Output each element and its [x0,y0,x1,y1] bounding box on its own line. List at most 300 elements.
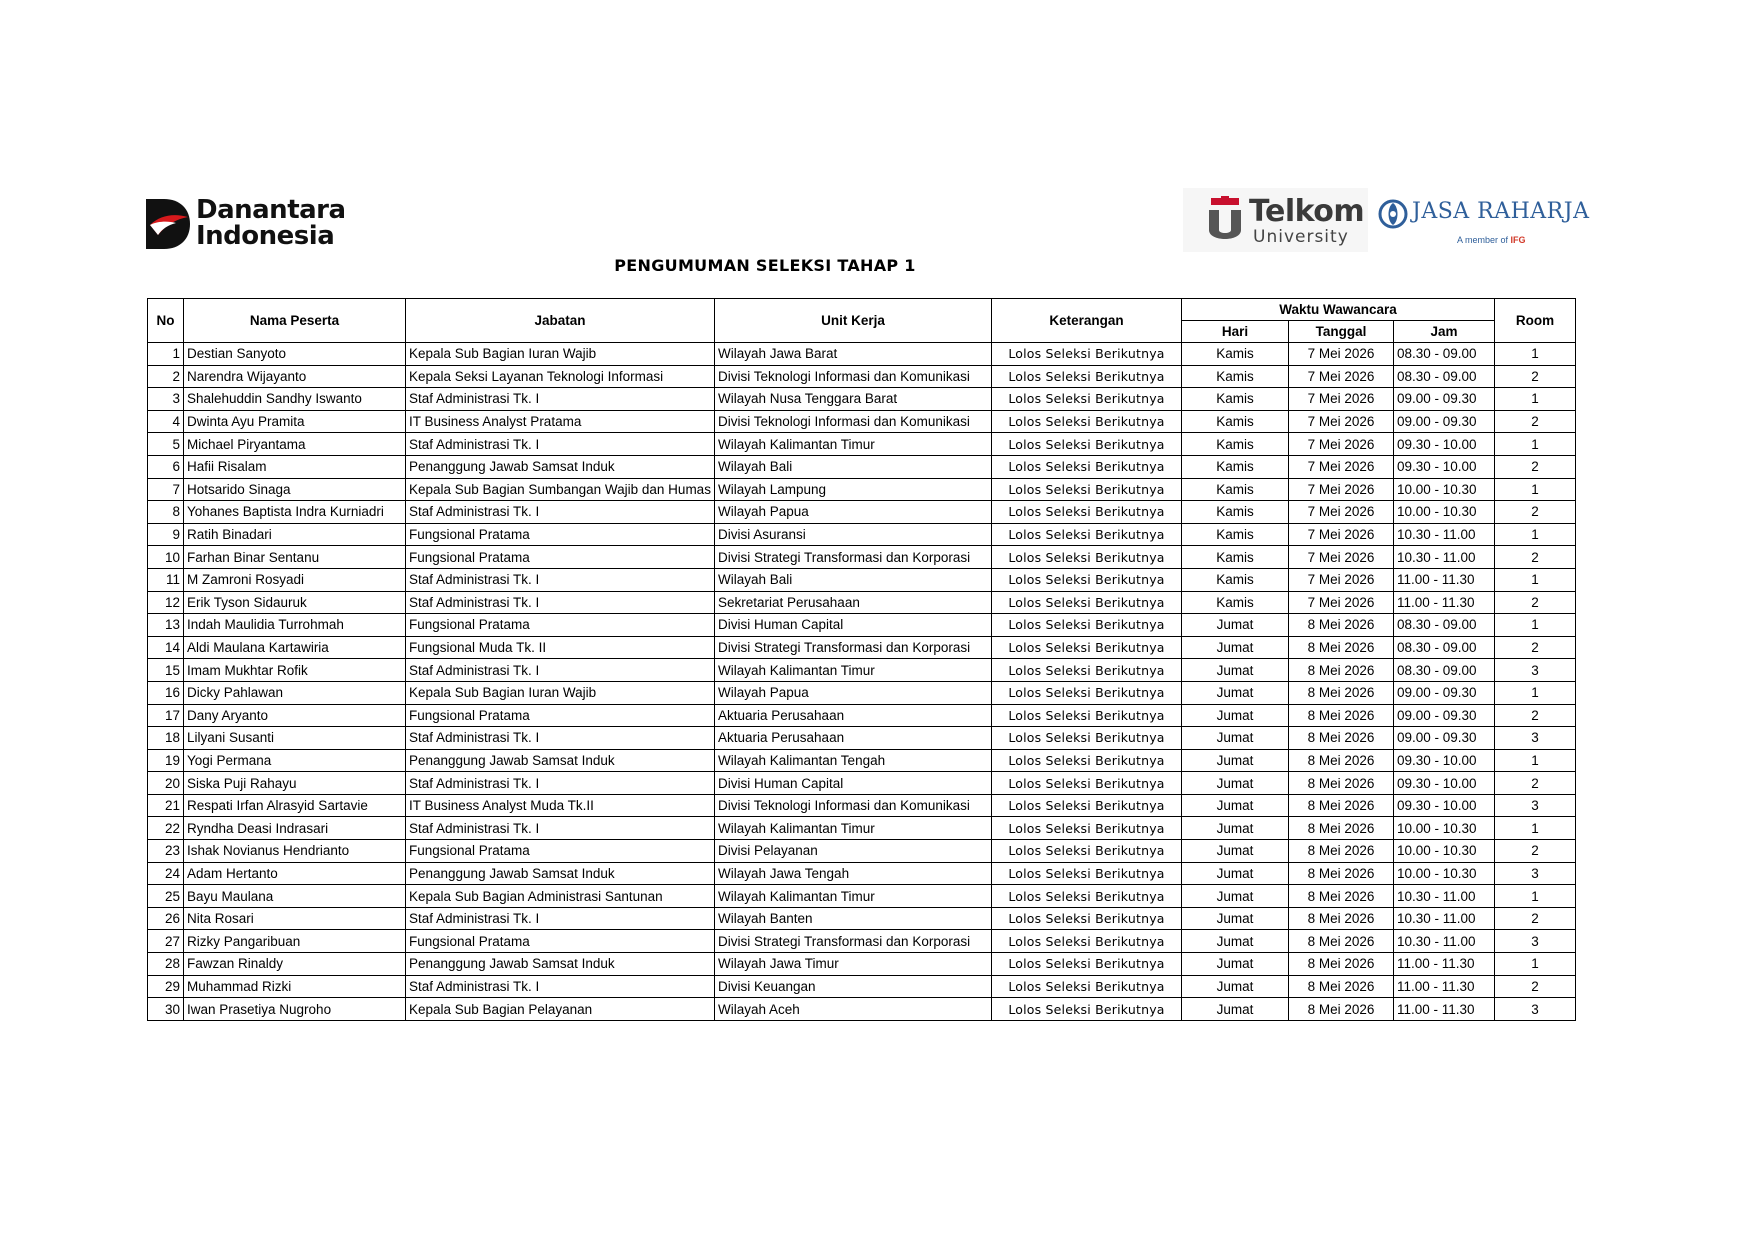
cell-jam: 09.30 - 10.00 [1394,794,1495,817]
cell-keterangan: Lolos Seleksi Berikutnya [992,794,1182,817]
header-tanggal: Tanggal [1289,321,1394,343]
jasa-raharja-logo-icon [1378,198,1408,230]
cell-room: 3 [1495,998,1576,1021]
cell-room: 2 [1495,546,1576,569]
cell-unit-kerja: Wilayah Banten [715,907,992,930]
cell-hari: Jumat [1182,681,1289,704]
cell-room: 2 [1495,636,1576,659]
table-row [148,546,1576,569]
table-row [148,433,1576,456]
cell-room: 1 [1495,478,1576,501]
table-row [148,953,1576,976]
cell-nama-peserta: Hotsarido Sinaga [184,478,406,501]
cell-hari: Jumat [1182,907,1289,930]
cell-jam: 08.30 - 09.00 [1394,659,1495,682]
cell-nama-peserta: Destian Sanyoto [184,343,406,366]
table-row [148,636,1576,659]
cell-keterangan: Lolos Seleksi Berikutnya [992,614,1182,637]
cell-no: 13 [148,614,184,637]
cell-tanggal: 7 Mei 2026 [1289,501,1394,524]
cell-no: 27 [148,930,184,953]
table-row [148,365,1576,388]
cell-nama-peserta: Adam Hertanto [184,862,406,885]
telkom-logo-sub: University [1253,227,1349,247]
cell-keterangan: Lolos Seleksi Berikutnya [992,772,1182,795]
cell-nama-peserta: Indah Maulidia Turrohmah [184,614,406,637]
cell-hari: Kamis [1182,388,1289,411]
cell-tanggal: 7 Mei 2026 [1289,388,1394,411]
cell-tanggal: 7 Mei 2026 [1289,546,1394,569]
cell-unit-kerja: Wilayah Kalimantan Timur [715,433,992,456]
cell-room: 2 [1495,772,1576,795]
cell-keterangan: Lolos Seleksi Berikutnya [992,523,1182,546]
cell-room: 2 [1495,501,1576,524]
cell-nama-peserta: Hafii Risalam [184,455,406,478]
cell-nama-peserta: Erik Tyson Sidauruk [184,591,406,614]
cell-no: 5 [148,433,184,456]
table-row [148,930,1576,953]
cell-jabatan: Staf Administrasi Tk. I [406,817,715,840]
cell-jam: 09.30 - 10.00 [1394,433,1495,456]
cell-hari: Kamis [1182,410,1289,433]
cell-keterangan: Lolos Seleksi Berikutnya [992,455,1182,478]
table-row [148,907,1576,930]
cell-keterangan: Lolos Seleksi Berikutnya [992,885,1182,908]
cell-hari: Jumat [1182,749,1289,772]
telkom-logo-icon [1207,196,1243,244]
danantara-logo-line1: Danantara [196,195,346,225]
cell-hari: Jumat [1182,930,1289,953]
cell-hari: Kamis [1182,523,1289,546]
cell-keterangan: Lolos Seleksi Berikutnya [992,388,1182,411]
cell-unit-kerja: Wilayah Jawa Tengah [715,862,992,885]
cell-room: 1 [1495,749,1576,772]
cell-hari: Kamis [1182,568,1289,591]
cell-room: 1 [1495,885,1576,908]
cell-room: 3 [1495,930,1576,953]
cell-jam: 08.30 - 09.00 [1394,614,1495,637]
cell-hari: Jumat [1182,614,1289,637]
cell-tanggal: 7 Mei 2026 [1289,343,1394,366]
cell-jabatan: Penanggung Jawab Samsat Induk [406,953,715,976]
cell-keterangan: Lolos Seleksi Berikutnya [992,953,1182,976]
cell-keterangan: Lolos Seleksi Berikutnya [992,343,1182,366]
cell-jam: 09.30 - 10.00 [1394,455,1495,478]
table-row [148,975,1576,998]
cell-jam: 08.30 - 09.00 [1394,343,1495,366]
cell-nama-peserta: Michael Piryantama [184,433,406,456]
cell-no: 24 [148,862,184,885]
cell-jam: 09.00 - 09.30 [1394,388,1495,411]
cell-jam: 10.00 - 10.30 [1394,862,1495,885]
telkom-logo-name: Telkom [1249,194,1365,229]
cell-tanggal: 8 Mei 2026 [1289,659,1394,682]
cell-unit-kerja: Wilayah Kalimantan Timur [715,817,992,840]
cell-keterangan: Lolos Seleksi Berikutnya [992,501,1182,524]
cell-unit-kerja: Divisi Strategi Transformasi dan Korporasi [715,930,992,953]
cell-keterangan: Lolos Seleksi Berikutnya [992,478,1182,501]
cell-nama-peserta: Imam Mukhtar Rofik [184,659,406,682]
cell-tanggal: 7 Mei 2026 [1289,523,1394,546]
cell-unit-kerja: Wilayah Kalimantan Timur [715,659,992,682]
cell-hari: Jumat [1182,636,1289,659]
cell-unit-kerja: Divisi Strategi Transformasi dan Korporasi [715,546,992,569]
cell-no: 26 [148,907,184,930]
cell-no: 9 [148,523,184,546]
cell-jabatan: Kepala Seksi Layanan Teknologi Informasi [406,365,715,388]
cell-no: 16 [148,681,184,704]
cell-jam: 09.00 - 09.30 [1394,704,1495,727]
danantara-logo-icon [146,199,190,249]
cell-jam: 10.00 - 10.30 [1394,501,1495,524]
cell-no: 23 [148,840,184,863]
cell-no: 25 [148,885,184,908]
cell-room: 3 [1495,794,1576,817]
header-hari: Hari [1182,321,1289,343]
cell-nama-peserta: Respati Irfan Alrasyid Sartavie [184,794,406,817]
cell-jabatan: Staf Administrasi Tk. I [406,591,715,614]
cell-unit-kerja: Wilayah Aceh [715,998,992,1021]
cell-hari: Kamis [1182,591,1289,614]
cell-tanggal: 7 Mei 2026 [1289,365,1394,388]
cell-keterangan: Lolos Seleksi Berikutnya [992,817,1182,840]
cell-tanggal: 8 Mei 2026 [1289,794,1394,817]
cell-no: 10 [148,546,184,569]
cell-nama-peserta: Ishak Novianus Hendrianto [184,840,406,863]
cell-keterangan: Lolos Seleksi Berikutnya [992,704,1182,727]
page-title: PENGUMUMAN SELEKSI TAHAP 1 [614,256,916,275]
cell-keterangan: Lolos Seleksi Berikutnya [992,546,1182,569]
cell-unit-kerja: Divisi Keuangan [715,975,992,998]
jasa-raharja-member-prefix: A member of [1457,235,1511,245]
header-waktu-wawancara: Waktu Wawancara [1182,299,1495,321]
cell-nama-peserta: Iwan Prasetiya Nugroho [184,998,406,1021]
cell-no: 29 [148,975,184,998]
cell-jam: 10.00 - 10.30 [1394,817,1495,840]
cell-hari: Jumat [1182,727,1289,750]
cell-unit-kerja: Divisi Pelayanan [715,840,992,863]
cell-jam: 10.30 - 11.00 [1394,885,1495,908]
selection-results-table [147,298,1576,1021]
cell-jabatan: Penanggung Jawab Samsat Induk [406,862,715,885]
cell-room: 1 [1495,388,1576,411]
cell-jam: 08.30 - 09.00 [1394,365,1495,388]
cell-jabatan: Fungsional Pratama [406,704,715,727]
table-row [148,659,1576,682]
cell-unit-kerja: Divisi Asuransi [715,523,992,546]
table-row [148,681,1576,704]
cell-room: 1 [1495,523,1576,546]
cell-jabatan: Staf Administrasi Tk. I [406,727,715,750]
cell-room: 3 [1495,727,1576,750]
cell-tanggal: 7 Mei 2026 [1289,478,1394,501]
cell-nama-peserta: Yogi Permana [184,749,406,772]
cell-room: 2 [1495,907,1576,930]
cell-keterangan: Lolos Seleksi Berikutnya [992,975,1182,998]
cell-no: 22 [148,817,184,840]
cell-room: 2 [1495,591,1576,614]
cell-nama-peserta: Lilyani Susanti [184,727,406,750]
cell-room: 1 [1495,343,1576,366]
cell-hari: Jumat [1182,659,1289,682]
table-row [148,772,1576,795]
table-row [148,523,1576,546]
cell-jam: 09.00 - 09.30 [1394,681,1495,704]
cell-keterangan: Lolos Seleksi Berikutnya [992,365,1182,388]
cell-unit-kerja: Divisi Human Capital [715,772,992,795]
header-nama-peserta: Nama Peserta [184,299,406,343]
cell-no: 7 [148,478,184,501]
cell-tanggal: 7 Mei 2026 [1289,455,1394,478]
table-row [148,478,1576,501]
cell-unit-kerja: Wilayah Bali [715,568,992,591]
cell-keterangan: Lolos Seleksi Berikutnya [992,681,1182,704]
cell-hari: Jumat [1182,953,1289,976]
cell-no: 19 [148,749,184,772]
cell-keterangan: Lolos Seleksi Berikutnya [992,998,1182,1021]
cell-unit-kerja: Aktuaria Perusahaan [715,704,992,727]
cell-hari: Jumat [1182,975,1289,998]
cell-hari: Kamis [1182,433,1289,456]
cell-jam: 11.00 - 11.30 [1394,998,1495,1021]
cell-nama-peserta: Ryndha Deasi Indrasari [184,817,406,840]
table-row [148,704,1576,727]
cell-tanggal: 7 Mei 2026 [1289,591,1394,614]
cell-hari: Jumat [1182,885,1289,908]
cell-unit-kerja: Wilayah Nusa Tenggara Barat [715,388,992,411]
cell-no: 17 [148,704,184,727]
cell-nama-peserta: Bayu Maulana [184,885,406,908]
cell-unit-kerja: Divisi Teknologi Informasi dan Komunikasi [715,410,992,433]
cell-room: 1 [1495,681,1576,704]
cell-no: 4 [148,410,184,433]
cell-keterangan: Lolos Seleksi Berikutnya [992,840,1182,863]
cell-unit-kerja: Wilayah Papua [715,681,992,704]
table-row [148,614,1576,637]
cell-jabatan: Fungsional Pratama [406,523,715,546]
cell-jam: 10.00 - 10.30 [1394,840,1495,863]
cell-unit-kerja: Wilayah Bali [715,455,992,478]
cell-tanggal: 8 Mei 2026 [1289,840,1394,863]
cell-tanggal: 7 Mei 2026 [1289,433,1394,456]
cell-jabatan: Staf Administrasi Tk. I [406,433,715,456]
cell-tanggal: 7 Mei 2026 [1289,568,1394,591]
cell-room: 2 [1495,975,1576,998]
cell-jabatan: Kepala Sub Bagian Administrasi Santunan [406,885,715,908]
table-row [148,817,1576,840]
cell-jam: 08.30 - 09.00 [1394,636,1495,659]
cell-hari: Jumat [1182,998,1289,1021]
table-row [148,885,1576,908]
cell-jabatan: IT Business Analyst Muda Tk.II [406,794,715,817]
jasa-raharja-member-line [1457,235,1526,245]
cell-keterangan: Lolos Seleksi Berikutnya [992,749,1182,772]
table-row [148,501,1576,524]
danantara-logo-line2: Indonesia [196,221,335,251]
cell-jam: 11.00 - 11.30 [1394,568,1495,591]
cell-hari: Jumat [1182,772,1289,795]
cell-hari: Kamis [1182,365,1289,388]
cell-no: 12 [148,591,184,614]
cell-nama-peserta: Shalehuddin Sandhy Iswanto [184,388,406,411]
cell-no: 2 [148,365,184,388]
danantara-logo [146,197,346,253]
cell-unit-kerja: Divisi Human Capital [715,614,992,637]
cell-nama-peserta: Nita Rosari [184,907,406,930]
cell-jabatan: Fungsional Muda Tk. II [406,636,715,659]
cell-keterangan: Lolos Seleksi Berikutnya [992,568,1182,591]
header-jabatan: Jabatan [406,299,715,343]
cell-room: 2 [1495,704,1576,727]
cell-tanggal: 8 Mei 2026 [1289,681,1394,704]
cell-tanggal: 8 Mei 2026 [1289,998,1394,1021]
cell-jabatan: Fungsional Pratama [406,546,715,569]
cell-tanggal: 8 Mei 2026 [1289,636,1394,659]
telkom-university-logo [1183,188,1368,252]
cell-jabatan: Staf Administrasi Tk. I [406,907,715,930]
cell-jam: 11.00 - 11.30 [1394,975,1495,998]
cell-jabatan: Kepala Sub Bagian Iuran Wajib [406,343,715,366]
table-header-row [148,299,1576,321]
cell-nama-peserta: Yohanes Baptista Indra Kurniadri [184,501,406,524]
cell-tanggal: 8 Mei 2026 [1289,614,1394,637]
cell-keterangan: Lolos Seleksi Berikutnya [992,862,1182,885]
cell-tanggal: 8 Mei 2026 [1289,862,1394,885]
header-room: Room [1495,299,1576,343]
cell-tanggal: 8 Mei 2026 [1289,885,1394,908]
cell-no: 8 [148,501,184,524]
table-row [148,840,1576,863]
header-jam: Jam [1394,321,1495,343]
cell-room: 2 [1495,365,1576,388]
cell-tanggal: 8 Mei 2026 [1289,772,1394,795]
cell-hari: Kamis [1182,501,1289,524]
cell-hari: Kamis [1182,478,1289,501]
cell-hari: Kamis [1182,343,1289,366]
cell-jabatan: Fungsional Pratama [406,840,715,863]
cell-hari: Kamis [1182,546,1289,569]
table-row [148,455,1576,478]
cell-room: 1 [1495,433,1576,456]
cell-no: 15 [148,659,184,682]
cell-room: 2 [1495,410,1576,433]
table-row [148,998,1576,1021]
cell-nama-peserta: Narendra Wijayanto [184,365,406,388]
cell-unit-kerja: Wilayah Papua [715,501,992,524]
cell-jam: 10.00 - 10.30 [1394,478,1495,501]
cell-keterangan: Lolos Seleksi Berikutnya [992,907,1182,930]
table-row [148,388,1576,411]
cell-no: 1 [148,343,184,366]
cell-unit-kerja: Aktuaria Perusahaan [715,727,992,750]
cell-nama-peserta: Dwinta Ayu Pramita [184,410,406,433]
cell-unit-kerja: Wilayah Lampung [715,478,992,501]
cell-nama-peserta: Aldi Maulana Kartawiria [184,636,406,659]
cell-unit-kerja: Sekretariat Perusahaan [715,591,992,614]
cell-tanggal: 7 Mei 2026 [1289,410,1394,433]
cell-keterangan: Lolos Seleksi Berikutnya [992,727,1182,750]
cell-unit-kerja: Divisi Strategi Transformasi dan Korporasi [715,636,992,659]
cell-jabatan: Kepala Sub Bagian Sumbangan Wajib dan Humas [406,478,715,501]
cell-nama-peserta: Rizky Pangaribuan [184,930,406,953]
cell-unit-kerja: Wilayah Kalimantan Tengah [715,749,992,772]
jasa-raharja-logo [1378,196,1590,252]
jasa-raharja-logo-name: JASA RAHARJA [1412,199,1590,224]
table-row [148,862,1576,885]
cell-jabatan: Staf Administrasi Tk. I [406,388,715,411]
cell-jabatan: Penanggung Jawab Samsat Induk [406,749,715,772]
cell-jam: 09.00 - 09.30 [1394,410,1495,433]
cell-room: 1 [1495,817,1576,840]
cell-jam: 10.30 - 11.00 [1394,930,1495,953]
cell-nama-peserta: Fawzan Rinaldy [184,953,406,976]
cell-jam: 09.00 - 09.30 [1394,727,1495,750]
cell-tanggal: 8 Mei 2026 [1289,704,1394,727]
cell-keterangan: Lolos Seleksi Berikutnya [992,636,1182,659]
cell-room: 3 [1495,862,1576,885]
cell-room: 3 [1495,659,1576,682]
cell-hari: Kamis [1182,455,1289,478]
cell-tanggal: 8 Mei 2026 [1289,907,1394,930]
cell-jabatan: Fungsional Pratama [406,930,715,953]
cell-jabatan: Staf Administrasi Tk. I [406,501,715,524]
cell-jabatan: Fungsional Pratama [406,614,715,637]
cell-hari: Jumat [1182,817,1289,840]
cell-tanggal: 8 Mei 2026 [1289,930,1394,953]
cell-no: 28 [148,953,184,976]
cell-tanggal: 8 Mei 2026 [1289,953,1394,976]
header-no: No [148,299,184,343]
cell-keterangan: Lolos Seleksi Berikutnya [992,659,1182,682]
table-row [148,749,1576,772]
cell-jam: 11.00 - 11.30 [1394,591,1495,614]
cell-jabatan: Penanggung Jawab Samsat Induk [406,455,715,478]
cell-tanggal: 8 Mei 2026 [1289,975,1394,998]
cell-nama-peserta: Dicky Pahlawan [184,681,406,704]
cell-jabatan: Staf Administrasi Tk. I [406,568,715,591]
cell-hari: Jumat [1182,794,1289,817]
cell-unit-kerja: Wilayah Jawa Timur [715,953,992,976]
table-row [148,727,1576,750]
cell-nama-peserta: Muhammad Rizki [184,975,406,998]
cell-no: 6 [148,455,184,478]
cell-jabatan: IT Business Analyst Pratama [406,410,715,433]
cell-room: 1 [1495,953,1576,976]
cell-tanggal: 8 Mei 2026 [1289,727,1394,750]
table-row [148,794,1576,817]
cell-room: 1 [1495,568,1576,591]
cell-nama-peserta: Dany Aryanto [184,704,406,727]
table-row [148,343,1576,366]
cell-keterangan: Lolos Seleksi Berikutnya [992,591,1182,614]
cell-unit-kerja: Wilayah Kalimantan Timur [715,885,992,908]
table-row [148,410,1576,433]
cell-nama-peserta: Ratih Binadari [184,523,406,546]
cell-no: 11 [148,568,184,591]
cell-hari: Jumat [1182,704,1289,727]
table-row [148,591,1576,614]
cell-room: 2 [1495,455,1576,478]
header-unit-kerja: Unit Kerja [715,299,992,343]
cell-unit-kerja: Divisi Teknologi Informasi dan Komunikasi [715,365,992,388]
cell-tanggal: 8 Mei 2026 [1289,817,1394,840]
cell-jabatan: Kepala Sub Bagian Pelayanan [406,998,715,1021]
cell-no: 18 [148,727,184,750]
cell-jam: 10.30 - 11.00 [1394,523,1495,546]
cell-unit-kerja: Divisi Teknologi Informasi dan Komunikasi [715,794,992,817]
table-row [148,568,1576,591]
cell-keterangan: Lolos Seleksi Berikutnya [992,410,1182,433]
